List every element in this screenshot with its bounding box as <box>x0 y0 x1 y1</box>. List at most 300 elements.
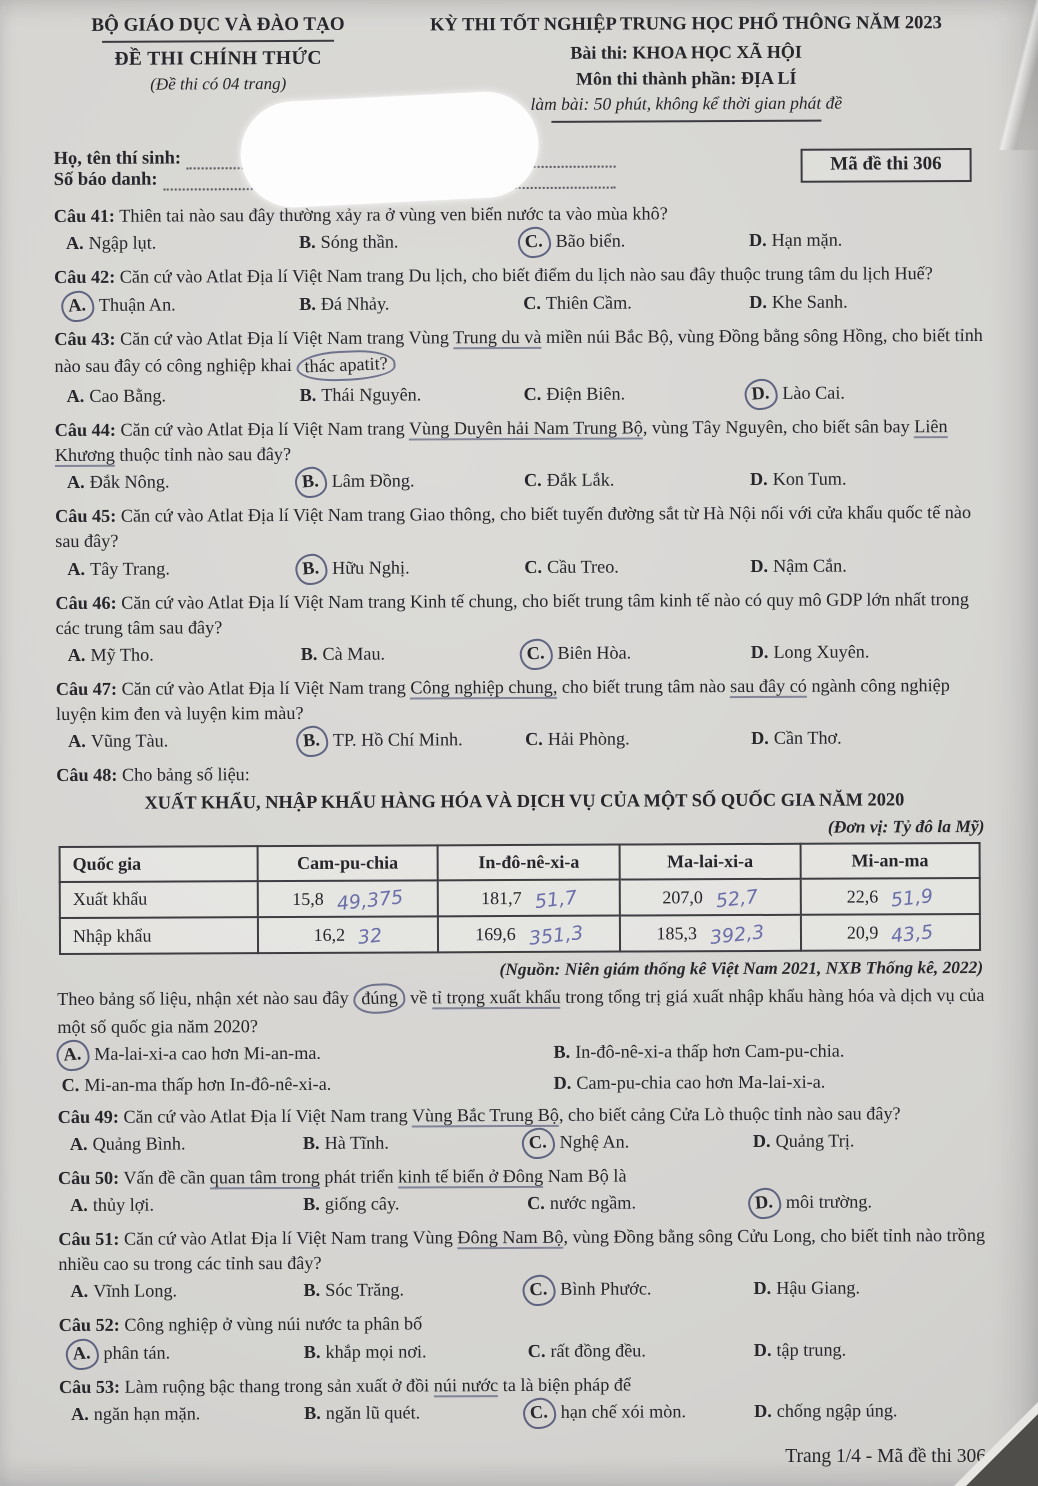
option-text: Nghệ An. <box>559 1131 630 1152</box>
table-header-cell: Ma-lai-xi-a <box>620 844 800 880</box>
option-text: Cần Thơ. <box>773 727 842 749</box>
table-header-row <box>60 843 980 882</box>
table-cell <box>800 878 980 915</box>
question-number: Câu 50: <box>57 1167 120 1188</box>
redaction-blob <box>238 89 541 210</box>
option-letter: D. <box>748 230 767 251</box>
option-text: Tây Trang. <box>90 558 170 579</box>
question-stem <box>55 414 991 468</box>
handwritten-underline: quan tâm trong <box>209 1166 320 1188</box>
question-47 <box>56 673 992 756</box>
question-stem <box>54 261 990 290</box>
option-text: Ma-lai-xi-a cao hơn Mi-an-ma. <box>94 1043 321 1065</box>
exam-duration: làm bài: 50 phút, không kể thời gian phát đề <box>530 92 843 115</box>
option-text: In-đô-nê-xi-a thấp hơn Cam-pu-chia. <box>575 1041 845 1063</box>
page-footer: Trang 1/4 - Mã đề thi 306 <box>785 1446 986 1467</box>
handwritten-underline: tỉ trọng xuất khẩu <box>431 987 561 1008</box>
handwritten-note: 51,9 <box>890 884 935 912</box>
question-number: Câu 47: <box>55 678 118 699</box>
stem-text: Vấn đề cần <box>123 1167 210 1188</box>
corner-fold <box>966 1414 1038 1486</box>
question-stem <box>58 1162 994 1191</box>
option-text: Lào Cai. <box>782 382 845 403</box>
option-letter: B. <box>298 232 316 253</box>
stem-text: , cho biết cảng Cửa Lò thuộc tỉnh nào sau đây? <box>558 1102 901 1125</box>
official-exam-label: ĐỀ THI CHÍNH THỨC <box>114 47 322 70</box>
option-d <box>753 1128 994 1156</box>
exam-code-box: Mã đề thi 306 <box>800 148 972 183</box>
option-text: môi trường. <box>785 1191 873 1212</box>
stem-text: ngành công nghiệp luyện kim đen và luyện kim màu? <box>55 675 950 725</box>
stem-text: trong tổng trị giá xuất nhập khẩu hàng hóa và dịch vụ của một số quốc gia năm 2020? <box>57 985 985 1038</box>
option-letter: A. <box>67 558 86 579</box>
option-text: Quảng Bình. <box>92 1133 186 1154</box>
row-label: Nhập khẩu <box>60 917 258 954</box>
handwritten-note: 32 <box>356 924 384 949</box>
option-letter: A. <box>66 385 85 406</box>
option-letter: D. <box>749 291 767 312</box>
option-c <box>527 1129 753 1157</box>
answer-options <box>59 1336 995 1367</box>
stem-text: Theo bảng số liệu, nhận xét nào sau đây <box>57 987 354 1010</box>
option-text: nước ngầm. <box>549 1192 637 1213</box>
option-letter: B. <box>303 1193 320 1214</box>
table-header-cell: Mi-an-ma <box>800 843 980 879</box>
option-a <box>66 291 299 319</box>
question-number: Câu 52: <box>58 1315 120 1336</box>
handwritten-underline: sau đây có <box>730 675 807 697</box>
question-46 <box>55 587 991 670</box>
stem-text: , vùng Đồng bằng sông Cửu Long, cho biết tỉnh nào trồng nhiều cao su trong các tỉnh sau đây? <box>58 1225 986 1275</box>
handwritten-circle: thác apatit? <box>296 349 396 383</box>
option-b <box>301 727 525 755</box>
circled-answer-mark: D. <box>744 378 779 411</box>
question-51 <box>58 1223 994 1306</box>
option-a <box>67 383 300 411</box>
table-row-imports <box>60 914 980 954</box>
option-text: Đắk Nông. <box>89 471 170 493</box>
option-letter: D. <box>750 555 769 576</box>
exam-title: KỲ THI TỐT NGHIỆP TRUNG HỌC PHỔ THÔNG NĂM 2023 <box>430 13 942 36</box>
option-c <box>524 554 750 582</box>
answer-options <box>56 639 992 670</box>
answer-options <box>58 1275 994 1306</box>
option-text: giống cây. <box>324 1193 400 1214</box>
stem-text: Căn cứ vào Atlat Địa lí Việt Nam trang Vùng <box>123 1227 458 1249</box>
option-text: TP. Hồ Chí Minh. <box>332 729 463 750</box>
option-a <box>71 1339 304 1367</box>
answer-options <box>57 1038 993 1097</box>
option-letter: D. <box>751 728 769 749</box>
option-d <box>554 1068 994 1095</box>
printed-value: 185,3 <box>656 923 697 944</box>
circled-answer-mark: C. <box>521 1274 556 1307</box>
handwritten-underline: Vùng Bắc Trung Bộ <box>411 1104 559 1126</box>
question-44 <box>55 414 991 497</box>
option-text: Lâm Đồng. <box>331 470 415 492</box>
question-stem <box>55 587 991 641</box>
circled-answer-mark: C. <box>517 226 552 259</box>
option-text: Hải Phòng. <box>547 728 630 750</box>
handwritten-underline: kinh tế biển ở Đông <box>398 1165 544 1187</box>
option-letter: C. <box>523 383 542 404</box>
stem-text: Căn cứ vào Atlat Địa lí Việt Nam trang <box>123 1105 412 1127</box>
option-letter: D. <box>749 469 768 490</box>
option-text: Long Xuyên. <box>773 641 870 662</box>
table-cell <box>438 916 620 953</box>
option-text: Sóc Trăng. <box>325 1279 405 1301</box>
option-c <box>527 1190 753 1218</box>
option-b <box>299 291 523 319</box>
stem-text: Căn cứ vào Atlat Địa lí Việt Nam trang Giao thông, cho biết tuyến đường sắt từ Hà Nội nối với cửa khẩu quốc tế nào sau đây? <box>55 502 972 552</box>
option-c <box>524 381 750 409</box>
option-text: Cà Mau. <box>322 643 386 664</box>
printed-value: 16,2 <box>313 924 346 945</box>
handwritten-note: 51,7 <box>533 886 578 913</box>
option-c <box>523 228 749 256</box>
option-text: Hậu Giang. <box>776 1277 861 1299</box>
question-stem <box>54 323 990 382</box>
handwritten-note: 392,3 <box>708 921 766 949</box>
option-d <box>750 466 991 494</box>
option-text: khắp mọi nơi. <box>325 1340 427 1362</box>
option-letter: C. <box>523 292 541 313</box>
option-b <box>304 1400 528 1428</box>
handwritten-underline: Đông Nam Bộ <box>457 1226 564 1248</box>
handwritten-note: 49,375 <box>335 885 405 915</box>
option-text: ngăn hạn mặn. <box>93 1403 201 1424</box>
stem-text: Căn cứ vào Atlat Địa lí Việt Nam trang <box>121 677 411 699</box>
table-header-cell: In-đô-nê-xi-a <box>438 844 620 880</box>
option-b <box>553 1038 993 1067</box>
table-intro: Cho bảng số liệu: <box>121 764 250 786</box>
handwritten-underline: Liên Khương <box>54 416 948 466</box>
table-cell <box>258 916 438 953</box>
option-text: Hữu Nghị. <box>332 556 410 578</box>
stem-text: Căn cứ vào Atlat Địa lí Việt Nam trang Du lịch, cho biết điểm du lịch nào sau đây thuộc trung tâm du lịch Huế? <box>119 263 933 288</box>
option-d <box>749 288 990 316</box>
answer-options <box>56 725 992 756</box>
option-text: Ngập lụt. <box>88 232 157 254</box>
stem-text: Nam Bộ là <box>543 1165 627 1186</box>
option-text: Cầu Treo. <box>547 556 619 577</box>
question-number: Câu 44: <box>54 419 116 440</box>
option-text: Đá Nhảy. <box>320 293 390 314</box>
option-a <box>61 1040 553 1069</box>
question-stem <box>59 1371 995 1400</box>
option-b <box>304 1338 528 1366</box>
table-cell <box>620 879 800 916</box>
question-number: Câu 42: <box>54 267 116 288</box>
handwritten-circle: đúng <box>353 983 407 1015</box>
option-text: Hà Tĩnh. <box>324 1132 389 1153</box>
option-c <box>524 467 750 495</box>
question-43 <box>54 323 990 411</box>
option-a <box>68 642 301 670</box>
option-a <box>70 1131 303 1159</box>
option-text: Mi-an-ma thấp hơn In-đô-nê-xi-a. <box>84 1073 332 1095</box>
option-a <box>70 1278 303 1306</box>
option-a <box>66 230 299 258</box>
question-stem <box>58 1223 994 1277</box>
option-d <box>751 639 992 667</box>
table-unit: (Đơn vị: Tỷ đô la Mỹ) <box>827 815 985 837</box>
question-number: Câu 51: <box>58 1228 120 1250</box>
row-label: Xuất khẩu <box>60 881 258 918</box>
header-divider <box>102 39 334 42</box>
answer-options <box>54 227 990 258</box>
option-letter: B. <box>300 643 318 664</box>
handwritten-underline: Vùng Duyên hải Nam Trung Bộ <box>408 417 643 439</box>
option-a <box>67 555 300 583</box>
question-53 <box>59 1371 995 1429</box>
circled-answer-mark: A. <box>60 289 95 322</box>
option-text: Sóng thần. <box>320 231 399 253</box>
stem-text: , vùng Tây Nguyên, cho biết sân bay <box>642 416 915 438</box>
handwritten-underline: Công nghiệp chung, <box>410 676 558 698</box>
question-stem <box>55 500 991 554</box>
option-c <box>525 726 751 754</box>
option-text: Nậm Cắn. <box>773 555 847 576</box>
option-letter: A. <box>66 472 85 493</box>
option-text: Thuận An. <box>98 294 176 315</box>
option-b <box>303 1277 527 1305</box>
page-count-note: (Đề thi có 04 trang) <box>150 74 287 94</box>
table-row-exports <box>60 878 980 918</box>
option-text: tập trung. <box>776 1339 847 1360</box>
option-text: hạn chế xói mòn. <box>560 1401 687 1422</box>
answer-options <box>55 552 991 583</box>
option-letter: B. <box>303 1341 321 1362</box>
exam-combo: Bài thi: KHOA HỌC XÃ HỘI <box>570 42 802 64</box>
answer-options <box>54 288 990 319</box>
answer-options <box>55 466 991 497</box>
table-cell <box>258 880 438 917</box>
option-letter: D. <box>750 641 769 662</box>
circled-answer-mark: D. <box>747 1187 782 1220</box>
option-b <box>303 1191 527 1219</box>
question-stem <box>54 200 990 229</box>
table-cell <box>800 914 980 951</box>
circled-answer-mark: C. <box>519 638 554 671</box>
table-source: (Nguồn: Niên giám thống kê Việt Nam 2021, NXB Thống kê, 2022) <box>499 957 984 980</box>
question-48 <box>56 759 993 1097</box>
option-letter: B. <box>303 1280 321 1301</box>
option-text: thủy lợi. <box>92 1194 155 1215</box>
option-letter: B. <box>302 1132 320 1153</box>
printed-value: 207,0 <box>662 886 703 908</box>
stem-text: Thiên tai nào sau đây thường xảy ra ở vùng ven biển nước ta vào mùa khô? <box>119 203 668 226</box>
option-letter: B. <box>304 1402 321 1423</box>
option-d <box>750 380 991 408</box>
option-b <box>300 554 524 582</box>
printed-value: 22,6 <box>846 886 879 907</box>
question-stem <box>59 1309 995 1338</box>
option-letter: B. <box>299 384 317 405</box>
printed-value: 169,6 <box>475 923 516 945</box>
option-text: ngăn lũ quét. <box>325 1402 421 1423</box>
option-c <box>523 290 749 318</box>
option-d <box>749 227 990 255</box>
option-letter: D. <box>752 1130 771 1151</box>
option-text: Bình Phước. <box>560 1278 652 1300</box>
header-underline <box>551 120 821 123</box>
question-list <box>54 200 995 1429</box>
option-letter: C. <box>525 729 543 750</box>
option-b <box>300 468 524 496</box>
handwritten-note: 351,3 <box>527 921 585 950</box>
option-letter: A. <box>70 1194 88 1215</box>
candidate-name-label: Họ, tên thí sinh: <box>53 148 182 170</box>
option-letter: C. <box>527 1192 545 1213</box>
circled-answer-mark: C. <box>521 1127 556 1160</box>
option-text: Điện Biên. <box>546 383 626 404</box>
option-letter: C. <box>523 470 542 491</box>
option-c <box>528 1399 754 1427</box>
table-cell <box>438 879 620 916</box>
question-number: Câu 45: <box>55 506 117 527</box>
option-letter: C. <box>527 1340 546 1361</box>
exam-subject: Môn thi thành phần: ĐỊA LÍ <box>575 67 797 89</box>
printed-value: 15,8 <box>292 888 324 909</box>
question-number: Câu 48: <box>56 765 118 786</box>
option-letter: A. <box>71 1403 89 1424</box>
question-stem <box>57 981 993 1040</box>
option-letter: D. <box>754 1400 772 1421</box>
circled-answer-mark: C. <box>522 1396 557 1429</box>
question-number: Câu 41: <box>53 205 116 227</box>
option-letter: C. <box>61 1074 80 1095</box>
option-text: Khe Sanh. <box>771 291 848 312</box>
option-letter: A. <box>65 233 84 254</box>
option-d <box>753 1275 994 1303</box>
option-b <box>301 641 525 669</box>
candidate-id-label: Số báo danh: <box>53 169 158 191</box>
option-c <box>62 1070 554 1097</box>
option-letter: C. <box>524 556 543 577</box>
question-number: Câu 53: <box>58 1376 121 1397</box>
question-number: Câu 43: <box>54 328 116 349</box>
stem-text: Căn cứ vào Atlat Địa lí Việt Nam trang <box>120 418 409 440</box>
answer-options <box>55 380 991 411</box>
option-c <box>528 1337 754 1365</box>
circled-answer-mark: A. <box>55 1039 90 1072</box>
option-b <box>303 1130 527 1158</box>
option-text: Thiên Cầm. <box>545 292 632 313</box>
stem-text: Căn cứ vào Atlat Địa lí Việt Nam trang Kinh tế chung, cho biết trung tâm kinh tế nào có quy mô GDP lớn nhất trong các trung tâm sau đây? <box>55 588 970 638</box>
option-d <box>754 1336 995 1364</box>
question-52 <box>59 1309 995 1367</box>
printed-value: 20,9 <box>846 922 879 943</box>
option-a <box>68 728 301 756</box>
option-a <box>71 1401 304 1429</box>
stem-text: thuộc tỉnh nào sau đây? <box>114 444 292 465</box>
question-50 <box>58 1162 994 1220</box>
option-a <box>67 469 300 497</box>
option-text: Hạn mặn. <box>771 229 843 251</box>
printed-value: 181,7 <box>481 887 522 908</box>
handwritten-underline: Trung du và <box>453 326 542 347</box>
data-table <box>59 842 981 955</box>
handwritten-note: 43,5 <box>890 921 935 948</box>
question-41 <box>54 200 990 258</box>
option-text: Thái Nguyên. <box>321 384 422 405</box>
option-letter: B. <box>553 1042 571 1063</box>
stem-text: về <box>405 987 432 1008</box>
option-text: Biên Hòa. <box>557 642 632 663</box>
circled-answer-mark: A. <box>65 1337 100 1370</box>
option-letter: B. <box>299 293 316 314</box>
option-text: Kon Tum. <box>772 468 847 490</box>
stem-text: Căn cứ vào Atlat Địa lí Việt Nam trang Vùng <box>120 326 454 349</box>
ministry-name: BỘ GIÁO DỤC VÀ ĐÀO TẠO <box>91 13 345 36</box>
option-text: Cam-pu-chia cao hơn Ma-lai-xi-a. <box>576 1071 826 1093</box>
option-text: Vĩnh Long. <box>93 1280 178 1302</box>
option-d <box>751 725 992 753</box>
question-stem <box>56 673 992 727</box>
stem-text: cho biết trung tâm nào <box>557 676 731 697</box>
option-letter: D. <box>753 1339 772 1360</box>
stem-text: miền núi Bắc Bộ, vùng Đồng bằng sông Hồng, cho biết tỉnh nào sau đây có công nghiệp khai <box>54 324 983 376</box>
stem-text: ta là biện pháp để <box>498 1374 632 1395</box>
table-cell <box>620 915 800 952</box>
question-45 <box>55 500 991 583</box>
handwritten-underline: núi nước <box>433 1374 499 1396</box>
question-42 <box>54 261 990 319</box>
circled-answer-mark: B. <box>294 552 328 585</box>
option-letter: D. <box>553 1072 572 1093</box>
option-letter: A. <box>67 644 86 665</box>
table-title: XUẤT KHẨU, NHẬP KHẨU HÀNG HÓA VÀ DỊCH VỤ CỦA MỘT SỐ QUỐC GIA NĂM 2020 <box>144 789 905 814</box>
option-letter: D. <box>753 1278 772 1299</box>
circled-answer-mark: B. <box>294 466 328 499</box>
option-text: phân tán. <box>103 1342 171 1363</box>
option-text: rất đồng đều. <box>550 1339 646 1361</box>
option-b <box>299 229 523 257</box>
stem-text: phát triển <box>319 1166 399 1187</box>
option-c <box>525 640 751 668</box>
option-b <box>300 382 524 410</box>
stem-text: Công nghiệp ở vùng núi nước ta phân bố <box>124 1313 423 1336</box>
table-header-cell: Cam-pu-chia <box>257 845 437 881</box>
question-number: Câu 46: <box>55 592 117 613</box>
question-stem <box>56 759 992 788</box>
handwritten-note: 52,7 <box>714 885 760 913</box>
option-letter: A. <box>69 1133 88 1154</box>
option-text: Cao Bằng. <box>89 385 167 406</box>
option-text: Quảng Trị. <box>775 1130 855 1151</box>
option-a <box>70 1192 303 1220</box>
option-text: chống ngập úng. <box>776 1400 898 1421</box>
table-header-cell: Quốc gia <box>60 846 258 882</box>
option-d <box>750 552 991 580</box>
option-text: Mỹ Tho. <box>90 644 154 665</box>
answer-options <box>58 1128 994 1159</box>
question-49 <box>58 1101 994 1159</box>
option-c <box>527 1276 753 1304</box>
answer-options <box>59 1398 995 1429</box>
option-text: Vũng Tàu. <box>90 730 169 752</box>
answer-options <box>58 1189 994 1220</box>
question-number: Câu 49: <box>57 1106 119 1127</box>
question-stem <box>58 1101 994 1130</box>
stem-text: Làm ruộng bậc thang trong sản xuất ở đồi <box>124 1375 434 1397</box>
option-text: Đắk Lắk. <box>546 469 615 491</box>
option-letter: A. <box>68 731 86 752</box>
option-d <box>753 1189 994 1217</box>
circled-answer-mark: B. <box>295 725 329 758</box>
option-letter: A. <box>70 1281 89 1302</box>
